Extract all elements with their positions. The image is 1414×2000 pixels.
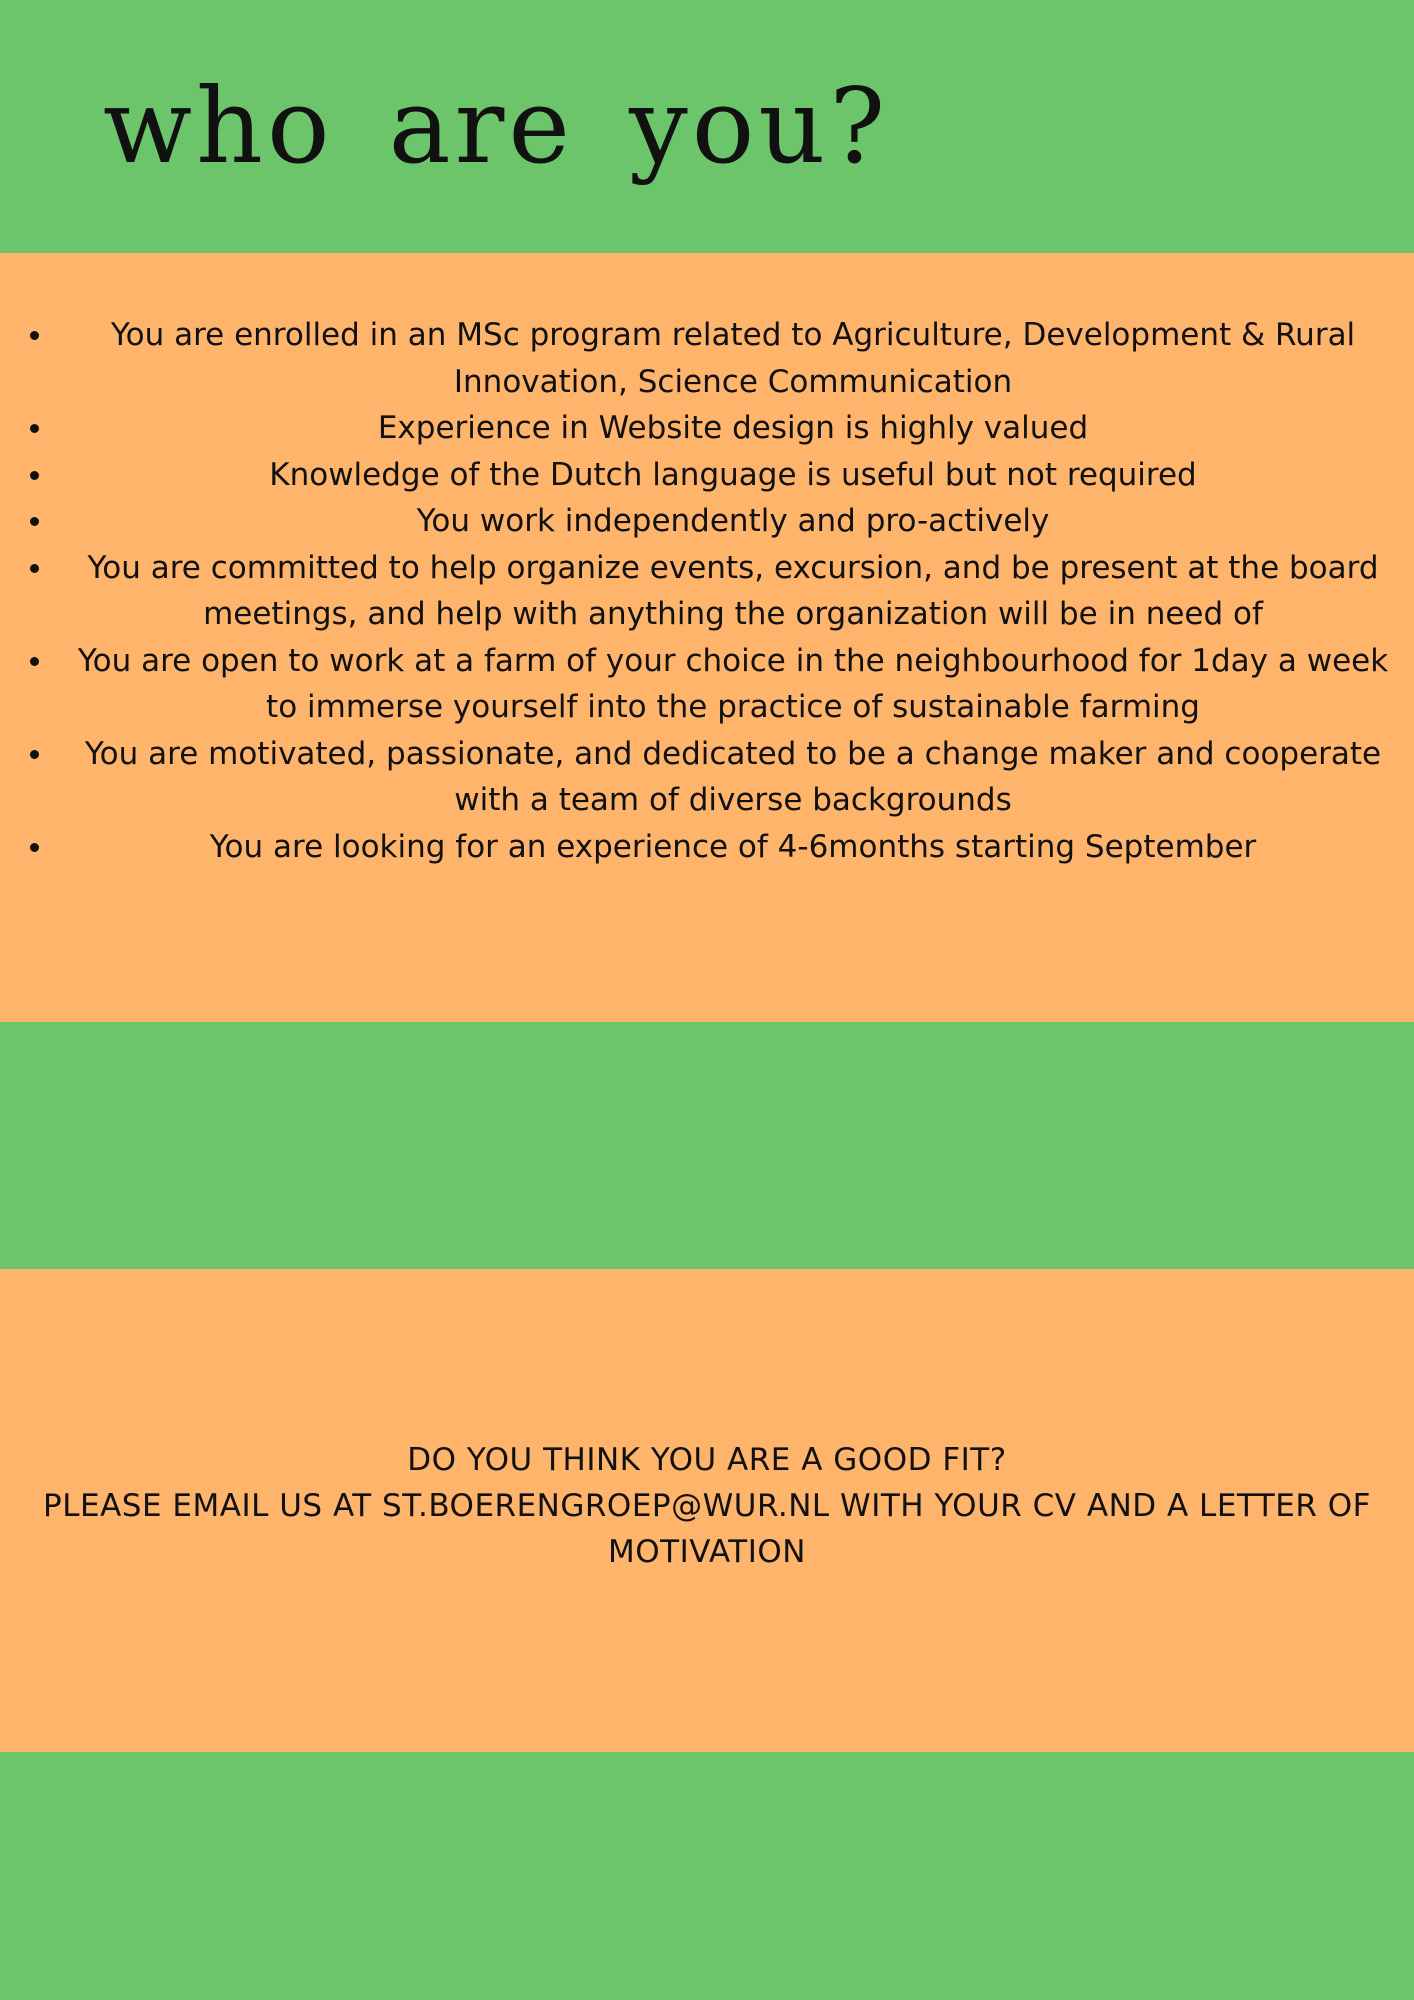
header-band [0,0,1414,253]
list-item-text: You are open to work at a farm of your choice in the neighbourhood for 1day a week to immerse yourself into the practice of sustainable farming [77,642,1389,725]
list-item [0,731,1414,824]
list-item-text: Knowledge of the Dutch language is useful but not required [269,456,1197,493]
cta-section [0,1269,1414,1752]
requirements-section [0,253,1414,1022]
list-item [0,312,1414,405]
list-item [0,824,1414,871]
requirements-list [0,312,1414,870]
bullet-icon [30,517,39,526]
cta-instruction: PLEASE EMAIL US AT ST.BOERENGROEP@WUR.NL WITH YOUR CV AND A LETTER OF MOTIVATION [43,1488,1371,1570]
divider-band [0,1022,1414,1269]
list-item-text: You are motivated, passionate, and dedicated to be a change maker and cooperate with a team of diverse backgrounds [84,735,1382,818]
bullet-icon [30,331,39,340]
cta-question: DO YOU THINK YOU ARE A GOOD FIT? [407,1442,1007,1478]
list-item [0,452,1414,499]
list-item-text: You are committed to help organize events, excursion, and be present at the board meetings, and help with anything the organization will be in need of [87,549,1379,632]
bullet-icon [30,424,39,433]
bullet-icon [30,657,39,666]
bullet-icon [30,750,39,759]
cta-text [30,1437,1384,1575]
footer-band [0,1752,1414,2000]
list-item-text: You are looking for an experience of 4-6months starting September [209,828,1257,865]
page-title: who are you? [103,65,890,187]
bullet-icon [30,564,39,573]
bullet-icon [30,843,39,852]
list-item [0,405,1414,452]
list-item [0,638,1414,731]
list-item-text: You are enrolled in an MSc program related to Agriculture, Development & Rural Innovation, Science Communication [110,317,1356,400]
list-item-text: You work independently and pro-actively [416,503,1050,539]
bullet-icon [30,471,39,480]
list-item [0,545,1414,638]
list-item [0,498,1414,545]
list-item-text: Experience in Website design is highly valued [377,410,1089,446]
